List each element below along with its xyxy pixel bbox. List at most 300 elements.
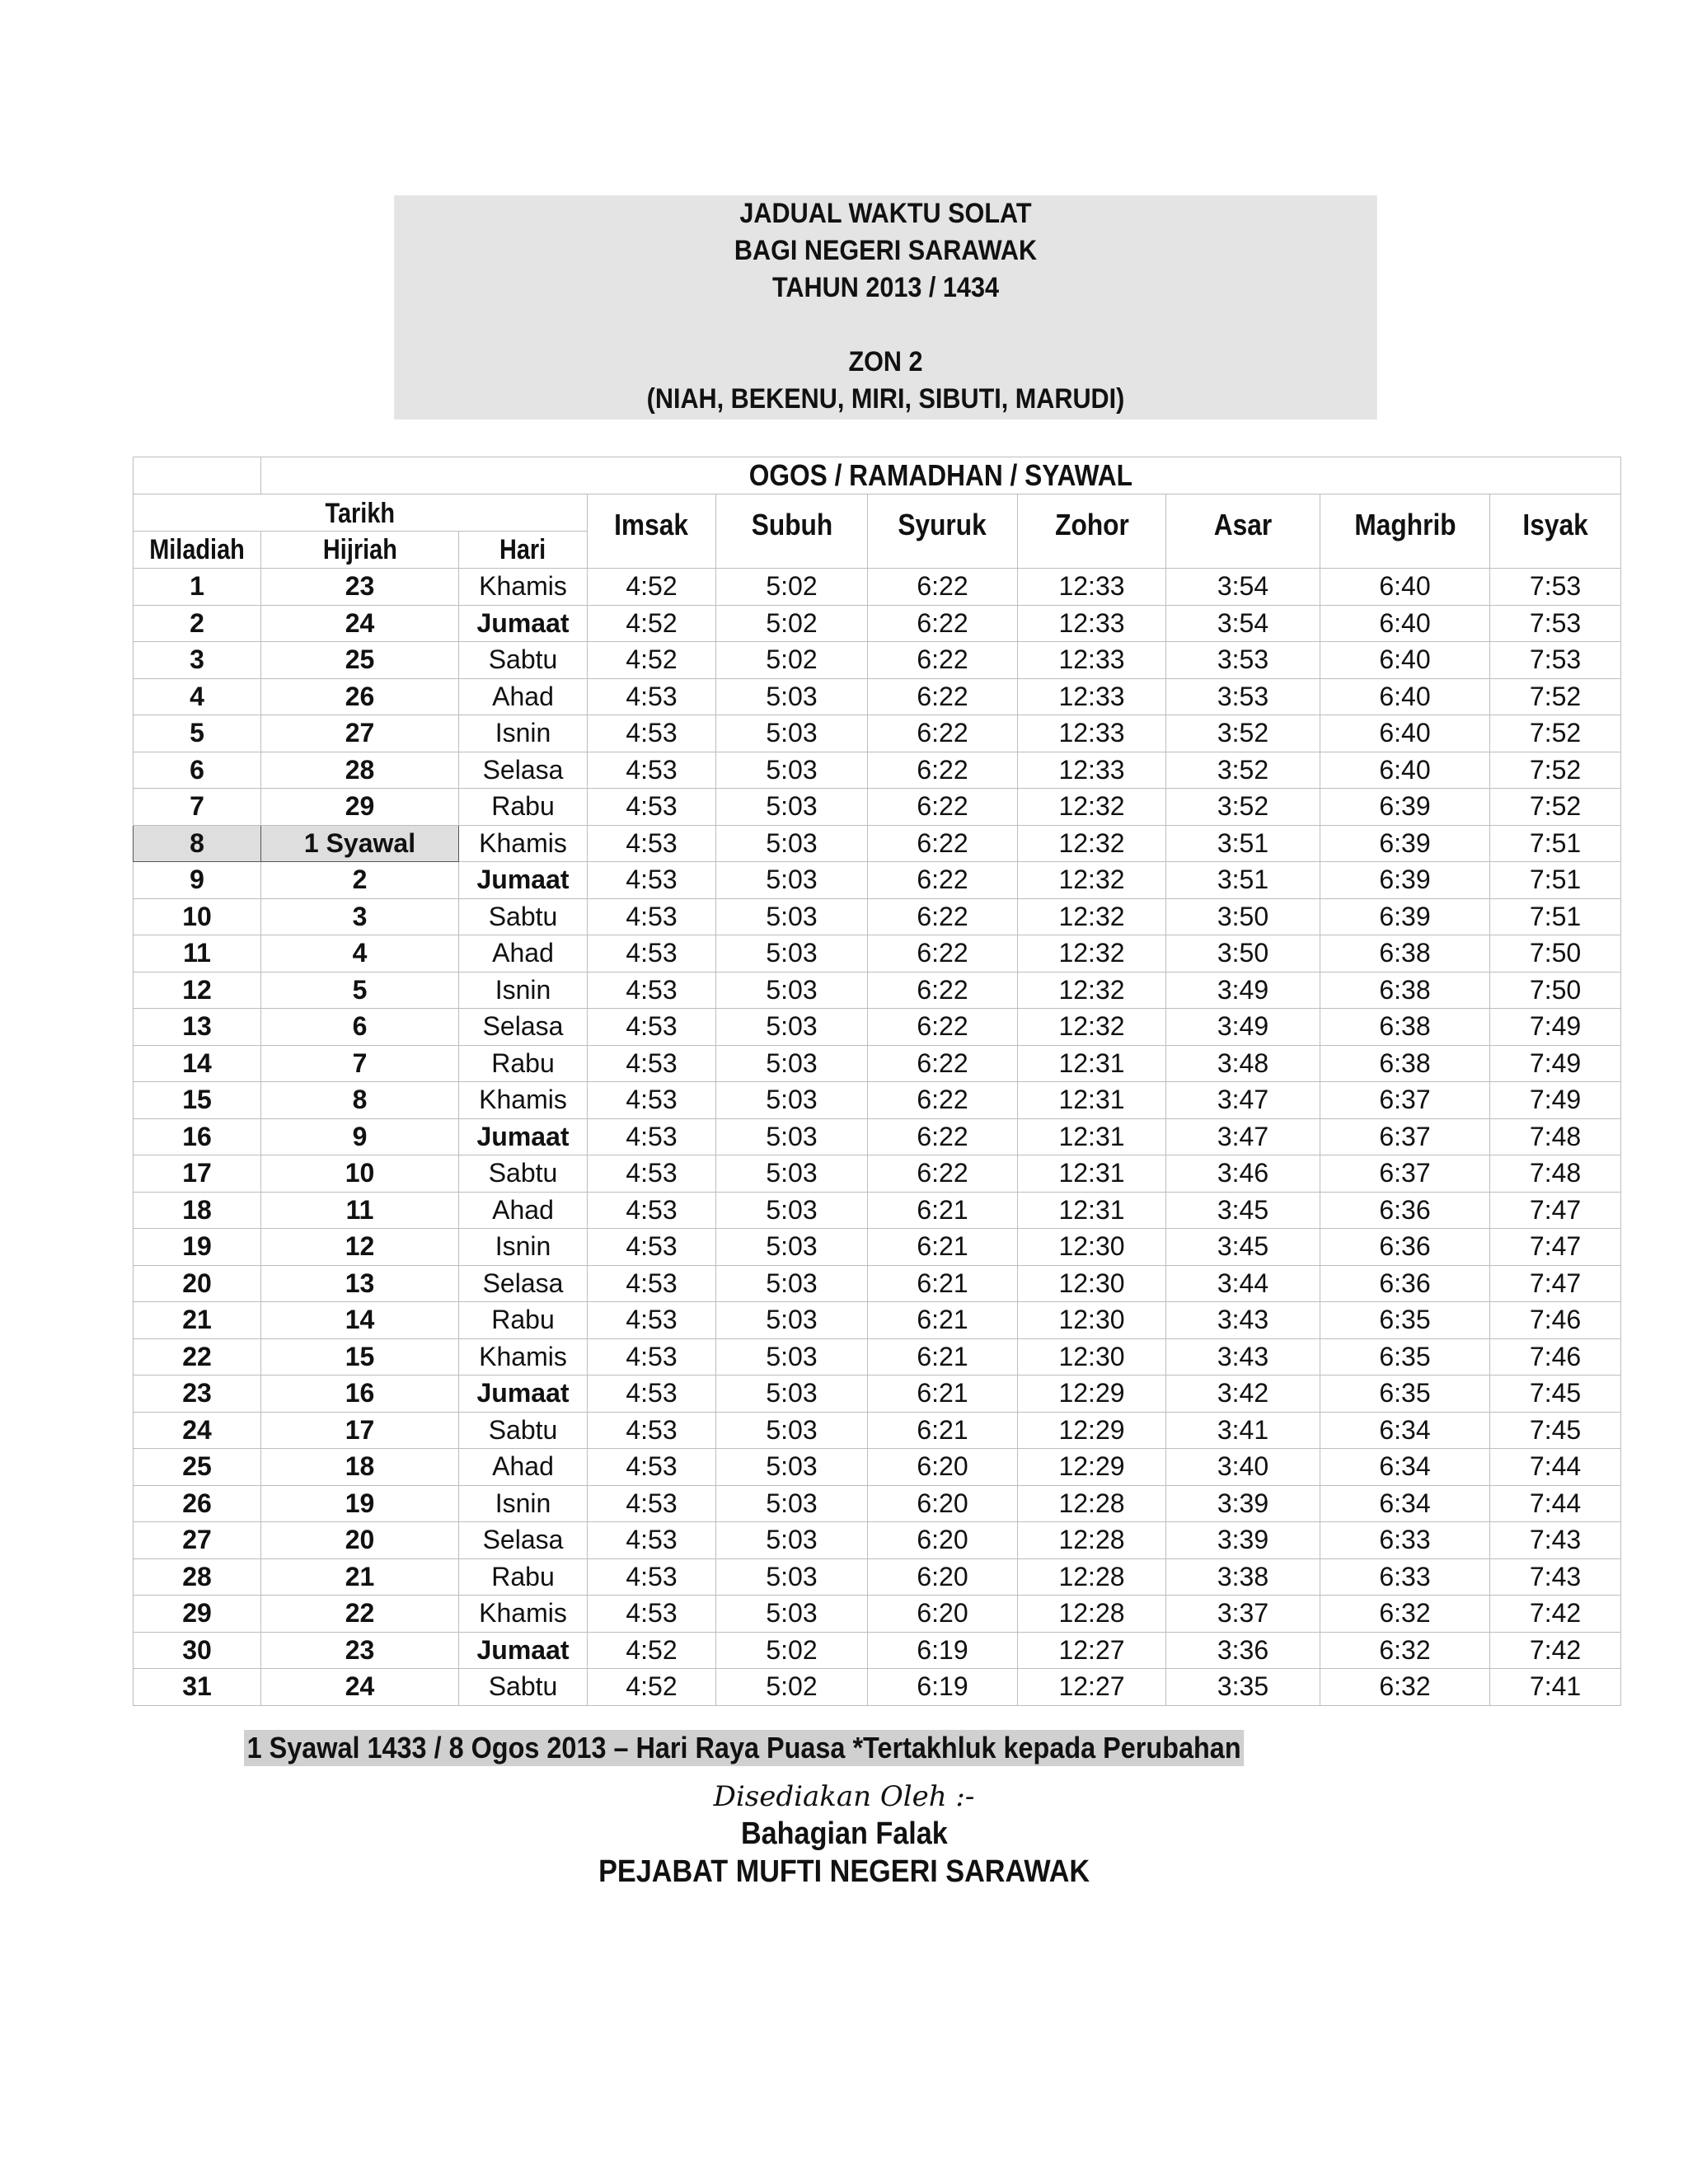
asar-cell: 3:51 [1166, 862, 1320, 899]
hijriah-cell: 13 [261, 1265, 459, 1302]
isyak-cell: 7:46 [1490, 1338, 1621, 1376]
hari-cell: Khamis [459, 1596, 588, 1633]
syuruk-cell: 6:22 [868, 1118, 1018, 1155]
hari-cell: Isnin [459, 1229, 588, 1266]
hijriah-header: Hijriah [261, 532, 459, 569]
miladiah-cell: 26 [134, 1485, 261, 1522]
asar-cell: 3:39 [1166, 1485, 1320, 1522]
miladiah-cell: 27 [134, 1522, 261, 1559]
syuruk-cell: 6:22 [868, 678, 1018, 715]
table-row [134, 1596, 1621, 1633]
imsak-cell: 4:53 [588, 972, 716, 1009]
hari-cell: Isnin [459, 972, 588, 1009]
table-row [134, 678, 1621, 715]
isyak-cell: 7:49 [1490, 1045, 1621, 1082]
hari-cell: Sabtu [459, 1669, 588, 1706]
imsak-cell: 4:53 [588, 1118, 716, 1155]
imsak-cell: 4:53 [588, 1009, 716, 1046]
zohor-cell: 12:28 [1018, 1596, 1166, 1633]
table-row [134, 1229, 1621, 1266]
imsak-cell: 4:53 [588, 1155, 716, 1193]
miladiah-cell: 19 [134, 1229, 261, 1266]
table-row [134, 972, 1621, 1009]
zohor-cell: 12:31 [1018, 1082, 1166, 1119]
syuruk-cell: 6:21 [868, 1302, 1018, 1339]
miladiah-cell: 7 [134, 789, 261, 826]
isyak-cell: 7:49 [1490, 1009, 1621, 1046]
imsak-cell: 4:53 [588, 1045, 716, 1082]
syuruk-header: Syuruk [868, 494, 1018, 569]
footnote: 1 Syawal 1433 / 8 Ogos 2013 – Hari Raya Puasa *Tertakhluk kepada Perubahan [244, 1730, 1244, 1766]
miladiah-cell: 1 [134, 569, 261, 606]
zohor-cell: 12:33 [1018, 678, 1166, 715]
hijriah-cell: 28 [261, 752, 459, 789]
hijriah-cell: 11 [261, 1192, 459, 1229]
imsak-cell: 4:53 [588, 1082, 716, 1119]
hijriah-cell: 10 [261, 1155, 459, 1193]
miladiah-cell: 4 [134, 678, 261, 715]
syuruk-cell: 6:19 [868, 1669, 1018, 1706]
maghrib-cell: 6:32 [1320, 1596, 1490, 1633]
miladiah-cell: 17 [134, 1155, 261, 1193]
maghrib-cell: 6:34 [1320, 1449, 1490, 1486]
maghrib-cell: 6:40 [1320, 678, 1490, 715]
imsak-cell: 4:52 [588, 1669, 716, 1706]
zohor-cell: 12:27 [1018, 1669, 1166, 1706]
asar-cell: 3:43 [1166, 1338, 1320, 1376]
table-row [134, 862, 1621, 899]
subuh-cell: 5:02 [716, 569, 868, 606]
syuruk-cell: 6:22 [868, 1009, 1018, 1046]
table-row [134, 715, 1621, 752]
hijriah-cell: 4 [261, 935, 459, 972]
hijriah-cell: 23 [261, 1632, 459, 1669]
imsak-cell: 4:53 [588, 1302, 716, 1339]
syawal-month-label: Syawal [326, 827, 416, 858]
maghrib-cell: 6:40 [1320, 715, 1490, 752]
isyak-cell: 7:47 [1490, 1265, 1621, 1302]
miladiah-cell: 20 [134, 1265, 261, 1302]
maghrib-cell: 6:33 [1320, 1522, 1490, 1559]
syuruk-cell: 6:21 [868, 1376, 1018, 1413]
zohor-cell: 12:33 [1018, 569, 1166, 606]
miladiah-cell: 25 [134, 1449, 261, 1486]
subuh-cell: 5:03 [716, 1338, 868, 1376]
isyak-cell: 7:52 [1490, 789, 1621, 826]
subuh-cell: 5:03 [716, 1045, 868, 1082]
isyak-cell: 7:43 [1490, 1522, 1621, 1559]
zohor-cell: 12:29 [1018, 1376, 1166, 1413]
subuh-cell: 5:02 [716, 605, 868, 642]
miladiah-cell: 5 [134, 715, 261, 752]
table-row [134, 789, 1621, 826]
hijriah-cell: 7 [261, 1045, 459, 1082]
miladiah-cell: 10 [134, 898, 261, 935]
zone-areas: (NIAH, BEKENU, MIRI, SIBUTI, MARUDI) [646, 383, 1125, 415]
subuh-cell: 5:03 [716, 1229, 868, 1266]
isyak-header: Isyak [1490, 494, 1621, 569]
title-line-1: JADUAL WAKTU SOLAT [739, 198, 1032, 229]
isyak-cell: 7:50 [1490, 972, 1621, 1009]
column-header-row-1 [134, 494, 1621, 532]
imsak-cell: 4:53 [588, 1558, 716, 1596]
hari-cell: Selasa [459, 752, 588, 789]
maghrib-cell: 6:37 [1320, 1155, 1490, 1193]
asar-cell: 3:40 [1166, 1449, 1320, 1486]
zohor-cell: 12:33 [1018, 752, 1166, 789]
maghrib-cell: 6:39 [1320, 789, 1490, 826]
hijriah-cell: 22 [261, 1596, 459, 1633]
hijriah-cell: 3 [261, 898, 459, 935]
zohor-cell: 12:32 [1018, 935, 1166, 972]
maghrib-cell: 6:36 [1320, 1192, 1490, 1229]
hijriah-cell: 14 [261, 1302, 459, 1339]
blank-corner-cell [134, 457, 261, 494]
subuh-cell: 5:03 [716, 1558, 868, 1596]
miladiah-cell: 12 [134, 972, 261, 1009]
syuruk-cell: 6:22 [868, 715, 1018, 752]
zohor-cell: 12:30 [1018, 1229, 1166, 1266]
subuh-cell: 5:03 [716, 678, 868, 715]
maghrib-cell: 6:34 [1320, 1412, 1490, 1449]
zohor-cell: 12:28 [1018, 1522, 1166, 1559]
prepared-by-label: Disediakan Oleh :- [713, 1780, 975, 1813]
miladiah-cell: 9 [134, 862, 261, 899]
table-row [134, 1485, 1621, 1522]
maghrib-cell: 6:40 [1320, 642, 1490, 679]
office-division: Bahagian Falak [740, 1816, 948, 1851]
syuruk-cell: 6:19 [868, 1632, 1018, 1669]
maghrib-cell: 6:38 [1320, 1009, 1490, 1046]
zohor-cell: 12:32 [1018, 1009, 1166, 1046]
subuh-cell: 5:03 [716, 1118, 868, 1155]
miladiah-cell: 23 [134, 1376, 261, 1413]
maghrib-cell: 6:38 [1320, 972, 1490, 1009]
imsak-cell: 4:52 [588, 1632, 716, 1669]
imsak-cell: 4:53 [588, 1449, 716, 1486]
subuh-cell: 5:03 [716, 1449, 868, 1486]
imsak-cell: 4:52 [588, 605, 716, 642]
asar-cell: 3:43 [1166, 1302, 1320, 1339]
syuruk-cell: 6:22 [868, 605, 1018, 642]
hari-cell: Sabtu [459, 642, 588, 679]
subuh-cell: 5:03 [716, 1302, 868, 1339]
miladiah-cell: 22 [134, 1338, 261, 1376]
imsak-cell: 4:53 [588, 1522, 716, 1559]
isyak-cell: 7:53 [1490, 605, 1621, 642]
hijriah-cell: 18 [261, 1449, 459, 1486]
isyak-cell: 7:51 [1490, 898, 1621, 935]
hari-cell: Sabtu [459, 898, 588, 935]
syuruk-cell: 6:22 [868, 972, 1018, 1009]
imsak-cell: 4:53 [588, 1412, 716, 1449]
table-row [134, 1632, 1621, 1669]
imsak-cell: 4:53 [588, 1192, 716, 1229]
asar-cell: 3:35 [1166, 1669, 1320, 1706]
zohor-cell: 12:32 [1018, 898, 1166, 935]
asar-cell: 3:45 [1166, 1229, 1320, 1266]
table-row [134, 752, 1621, 789]
syuruk-cell: 6:22 [868, 1082, 1018, 1119]
maghrib-cell: 6:34 [1320, 1485, 1490, 1522]
hari-cell: Ahad [459, 678, 588, 715]
isyak-cell: 7:47 [1490, 1192, 1621, 1229]
zohor-cell: 12:31 [1018, 1155, 1166, 1193]
zohor-cell: 12:30 [1018, 1302, 1166, 1339]
table-row [134, 1522, 1621, 1559]
miladiah-cell: 15 [134, 1082, 261, 1119]
imsak-cell: 4:53 [588, 1596, 716, 1633]
hijriah-cell: 8 [261, 1082, 459, 1119]
syuruk-cell: 6:20 [868, 1558, 1018, 1596]
table-row [134, 1376, 1621, 1413]
title-line-2: BAGI NEGERI SARAWAK [734, 235, 1038, 266]
miladiah-cell: 18 [134, 1192, 261, 1229]
maghrib-cell: 6:40 [1320, 605, 1490, 642]
table-row [134, 1412, 1621, 1449]
isyak-cell: 7:53 [1490, 642, 1621, 679]
hijriah-cell: 24 [261, 1669, 459, 1706]
table-row [134, 1118, 1621, 1155]
hari-cell: Ahad [459, 1449, 588, 1486]
subuh-cell: 5:03 [716, 1596, 868, 1633]
subuh-cell: 5:03 [716, 1412, 868, 1449]
subuh-cell: 5:03 [716, 1082, 868, 1119]
zohor-cell: 12:33 [1018, 642, 1166, 679]
imsak-cell: 4:53 [588, 678, 716, 715]
asar-cell: 3:48 [1166, 1045, 1320, 1082]
imsak-cell: 4:53 [588, 752, 716, 789]
asar-cell: 3:53 [1166, 642, 1320, 679]
table-row [134, 1082, 1621, 1119]
hijriah-cell: 12 [261, 1229, 459, 1266]
isyak-cell: 7:52 [1490, 678, 1621, 715]
maghrib-cell: 6:39 [1320, 862, 1490, 899]
table-row [134, 1449, 1621, 1486]
syuruk-cell: 6:22 [868, 935, 1018, 972]
isyak-cell: 7:43 [1490, 1558, 1621, 1596]
maghrib-cell: 6:33 [1320, 1558, 1490, 1596]
zohor-cell: 12:28 [1018, 1485, 1166, 1522]
asar-cell: 3:54 [1166, 569, 1320, 606]
imsak-cell: 4:53 [588, 862, 716, 899]
hijriah-cell: 17 [261, 1412, 459, 1449]
hari-cell: Selasa [459, 1265, 588, 1302]
table-row [134, 642, 1621, 679]
imsak-cell: 4:53 [588, 789, 716, 826]
table-row [134, 1338, 1621, 1376]
maghrib-cell: 6:32 [1320, 1632, 1490, 1669]
imsak-cell: 4:52 [588, 569, 716, 606]
miladiah-cell: 29 [134, 1596, 261, 1633]
imsak-cell: 4:53 [588, 1265, 716, 1302]
isyak-cell: 7:51 [1490, 862, 1621, 899]
miladiah-cell: 2 [134, 605, 261, 642]
subuh-cell: 5:03 [716, 1522, 868, 1559]
asar-cell: 3:52 [1166, 715, 1320, 752]
imsak-cell: 4:53 [588, 1485, 716, 1522]
month-header: OGOS / RAMADHAN / SYAWAL [261, 457, 1621, 494]
zone-label: ZON 2 [848, 346, 923, 377]
zohor-cell: 12:27 [1018, 1632, 1166, 1669]
hari-cell: Rabu [459, 1045, 588, 1082]
hari-cell: Selasa [459, 1522, 588, 1559]
syuruk-cell: 6:22 [868, 862, 1018, 899]
syuruk-cell: 6:22 [868, 752, 1018, 789]
table-row [134, 825, 1621, 862]
miladiah-cell: 24 [134, 1412, 261, 1449]
subuh-cell: 5:03 [716, 715, 868, 752]
miladiah-cell: 13 [134, 1009, 261, 1046]
title-block [394, 195, 1377, 419]
asar-cell: 3:47 [1166, 1082, 1320, 1119]
zohor-cell: 12:31 [1018, 1045, 1166, 1082]
isyak-cell: 7:53 [1490, 569, 1621, 606]
hijriah-day: 1 [303, 827, 319, 858]
hijriah-cell: 26 [261, 678, 459, 715]
zohor-cell: 12:32 [1018, 972, 1166, 1009]
hijriah-cell: 21 [261, 1558, 459, 1596]
table-row [134, 1669, 1621, 1706]
miladiah-cell: 3 [134, 642, 261, 679]
isyak-cell: 7:45 [1490, 1376, 1621, 1413]
hijriah-cell: 5 [261, 972, 459, 1009]
miladiah-cell: 28 [134, 1558, 261, 1596]
asar-cell: 3:36 [1166, 1632, 1320, 1669]
imsak-cell: 4:52 [588, 642, 716, 679]
maghrib-cell: 6:38 [1320, 935, 1490, 972]
subuh-cell: 5:03 [716, 1265, 868, 1302]
asar-cell: 3:41 [1166, 1412, 1320, 1449]
hari-cell: Isnin [459, 1485, 588, 1522]
maghrib-cell: 6:39 [1320, 898, 1490, 935]
asar-cell: 3:45 [1166, 1192, 1320, 1229]
maghrib-cell: 6:38 [1320, 1045, 1490, 1082]
table-row [134, 605, 1621, 642]
asar-cell: 3:54 [1166, 605, 1320, 642]
hijriah-cell: 27 [261, 715, 459, 752]
zohor-cell: 12:31 [1018, 1192, 1166, 1229]
hari-cell: Khamis [459, 825, 588, 862]
maghrib-cell: 6:40 [1320, 752, 1490, 789]
table-row [134, 898, 1621, 935]
maghrib-cell: 6:35 [1320, 1302, 1490, 1339]
syuruk-cell: 6:22 [868, 569, 1018, 606]
hari-cell: Jumaat [459, 862, 588, 899]
hari-cell: Ahad [459, 935, 588, 972]
maghrib-cell: 6:37 [1320, 1082, 1490, 1119]
imsak-cell: 4:53 [588, 1338, 716, 1376]
subuh-cell: 5:03 [716, 1009, 868, 1046]
zohor-cell: 12:31 [1018, 1118, 1166, 1155]
zohor-cell: 12:32 [1018, 789, 1166, 826]
subuh-cell: 5:02 [716, 1632, 868, 1669]
asar-cell: 3:50 [1166, 898, 1320, 935]
asar-cell: 3:50 [1166, 935, 1320, 972]
syuruk-cell: 6:20 [868, 1449, 1018, 1486]
maghrib-cell: 6:36 [1320, 1229, 1490, 1266]
isyak-cell: 7:49 [1490, 1082, 1621, 1119]
asar-cell: 3:42 [1166, 1376, 1320, 1413]
syuruk-cell: 6:21 [868, 1265, 1018, 1302]
zohor-cell: 12:29 [1018, 1412, 1166, 1449]
table-row [134, 569, 1621, 606]
subuh-cell: 5:03 [716, 1192, 868, 1229]
zohor-header: Zohor [1018, 494, 1166, 569]
office-name: PEJABAT MUFTI NEGERI SARAWAK [598, 1854, 1090, 1889]
asar-cell: 3:53 [1166, 678, 1320, 715]
zohor-cell: 12:28 [1018, 1558, 1166, 1596]
isyak-cell: 7:45 [1490, 1412, 1621, 1449]
hijriah-cell: 24 [261, 605, 459, 642]
miladiah-cell: 6 [134, 752, 261, 789]
syuruk-cell: 6:22 [868, 789, 1018, 826]
hari-cell: Isnin [459, 715, 588, 752]
maghrib-header: Maghrib [1320, 494, 1490, 569]
isyak-cell: 7:52 [1490, 715, 1621, 752]
subuh-cell: 5:03 [716, 862, 868, 899]
zohor-cell: 12:29 [1018, 1449, 1166, 1486]
maghrib-cell: 6:36 [1320, 1265, 1490, 1302]
zohor-cell: 12:32 [1018, 862, 1166, 899]
isyak-cell: 7:48 [1490, 1155, 1621, 1193]
hijriah-cell: 2 [261, 862, 459, 899]
hari-cell: Rabu [459, 1302, 588, 1339]
zohor-cell: 12:33 [1018, 715, 1166, 752]
subuh-cell: 5:02 [716, 1669, 868, 1706]
maghrib-cell: 6:35 [1320, 1338, 1490, 1376]
table-body [134, 569, 1621, 1706]
asar-cell: 3:44 [1166, 1265, 1320, 1302]
isyak-cell: 7:50 [1490, 935, 1621, 972]
subuh-cell: 5:03 [716, 1155, 868, 1193]
asar-cell: 3:39 [1166, 1522, 1320, 1559]
isyak-cell: 7:41 [1490, 1669, 1621, 1706]
hari-cell: Jumaat [459, 1376, 588, 1413]
miladiah-header: Miladiah [134, 532, 261, 569]
hari-cell: Jumaat [459, 1632, 588, 1669]
asar-cell: 3:47 [1166, 1118, 1320, 1155]
syuruk-cell: 6:22 [868, 642, 1018, 679]
imsak-cell: 4:53 [588, 825, 716, 862]
hari-cell: Rabu [459, 1558, 588, 1596]
syuruk-cell: 6:22 [868, 1155, 1018, 1193]
imsak-header: Imsak [588, 494, 716, 569]
isyak-cell: 7:47 [1490, 1229, 1621, 1266]
subuh-cell: 5:03 [716, 935, 868, 972]
syuruk-cell: 6:22 [868, 825, 1018, 862]
month-header-row [134, 457, 1621, 494]
imsak-cell: 4:53 [588, 715, 716, 752]
hari-cell: Khamis [459, 1338, 588, 1376]
syuruk-cell: 6:22 [868, 898, 1018, 935]
hari-cell: Khamis [459, 1082, 588, 1119]
asar-header: Asar [1166, 494, 1320, 569]
asar-cell: 3:52 [1166, 789, 1320, 826]
asar-cell: 3:51 [1166, 825, 1320, 862]
hijriah-cell: 15 [261, 1338, 459, 1376]
subuh-cell: 5:02 [716, 642, 868, 679]
title-line-3: TAHUN 2013 / 1434 [772, 272, 999, 303]
hijriah-cell: 23 [261, 569, 459, 606]
syuruk-cell: 6:21 [868, 1229, 1018, 1266]
syuruk-cell: 6:20 [868, 1596, 1018, 1633]
table-row [134, 1192, 1621, 1229]
hari-cell: Jumaat [459, 605, 588, 642]
table-row [134, 1558, 1621, 1596]
hijriah-cell: 20 [261, 1522, 459, 1559]
hari-cell: Khamis [459, 569, 588, 606]
